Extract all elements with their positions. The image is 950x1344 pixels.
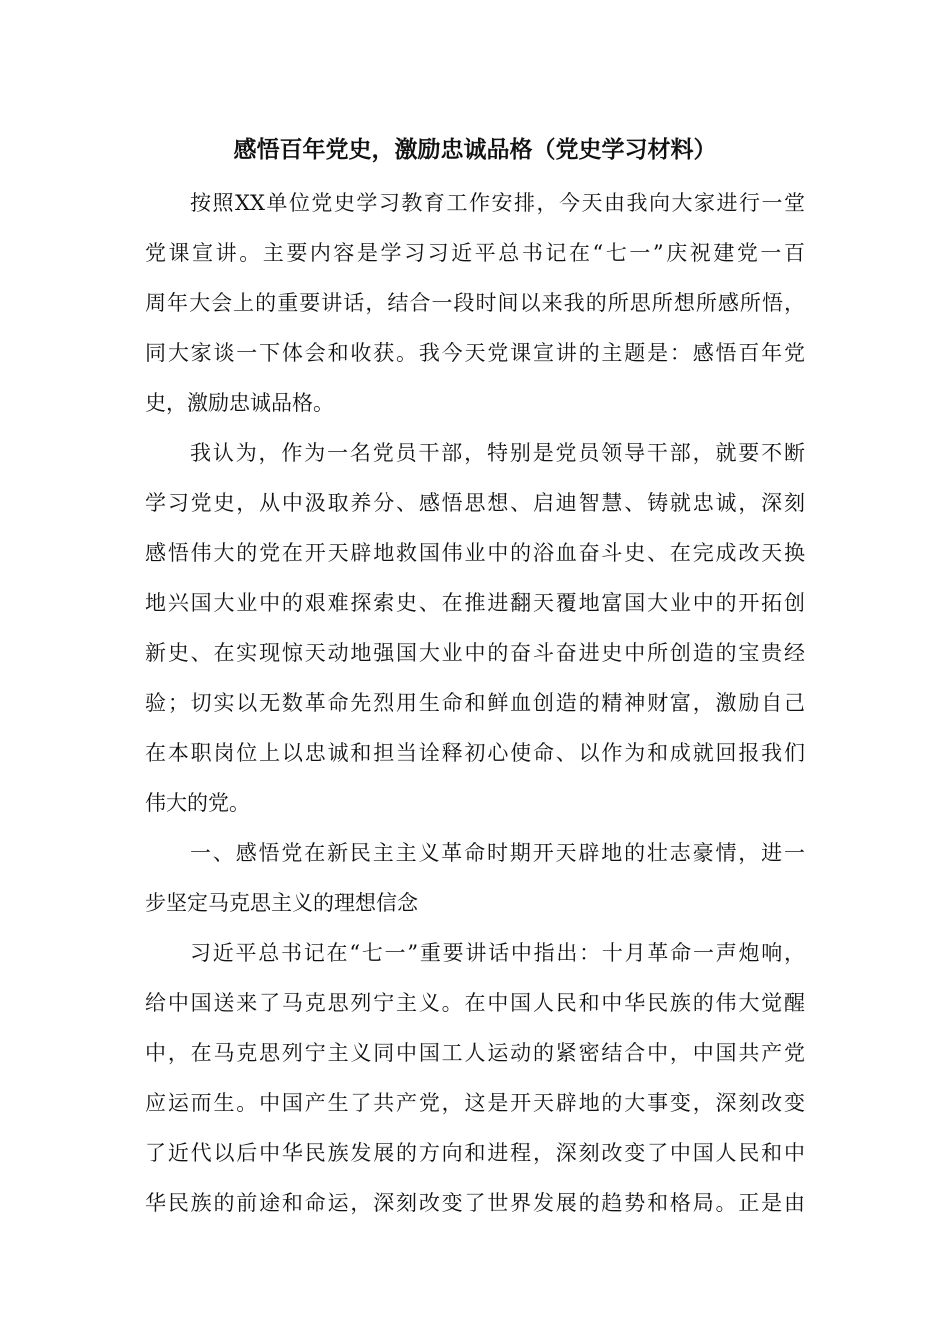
text-line: 按照XX单位党史学习教育工作安排，今天由我向大家进行一堂	[190, 191, 805, 215]
text-line: 周年大会上的重要讲话，结合一段时间以来我的所思所想所感所悟，	[145, 291, 805, 315]
text-line: 华民族的前途和命运，深刻改变了世界发展的趋势和格局。正是由	[145, 1191, 805, 1215]
text-line: 在本职岗位上以忠诚和担当诠释初心使命、以作为和成就回报我们	[145, 741, 805, 765]
text-line: 习近平总书记在“七一”重要讲话中指出：十月革命一声炮响，	[190, 941, 805, 965]
text-line: 给中国送来了马克思列宁主义。在中国人民和中华民族的伟大觉醒	[145, 991, 805, 1015]
text-line: 应运而生。中国产生了共产党，这是开天辟地的大事变，深刻改变	[145, 1091, 805, 1115]
text-line: 史，激励忠诚品格。	[145, 391, 334, 415]
text-line: 步坚定马克思主义的理想信念	[145, 891, 418, 915]
text-line: 伟大的党。	[145, 791, 250, 815]
text-line: 新史、在实现惊天动地强国大业中的奋斗奋进史中所创造的宝贵经	[145, 641, 805, 665]
text-line: 学习党史，从中汲取养分、感悟思想、启迪智慧、铸就忠诚，深刻	[145, 491, 805, 515]
text-line: 感悟伟大的党在开天辟地救国伟业中的浴血奋斗史、在完成改天换	[145, 541, 805, 565]
document-title: 感悟百年党史，激励忠诚品格（党史学习材料）	[233, 136, 717, 163]
text-line: 同大家谈一下体会和收获。我今天党课宣讲的主题是：感悟百年党	[145, 341, 805, 365]
text-line: 验；切实以无数革命先烈用生命和鲜血创造的精神财富，激励自己	[145, 691, 805, 715]
text-line: 一、感悟党在新民主主义革命时期开天辟地的壮志豪情，进一	[190, 841, 805, 865]
text-line: 中，在马克思列宁主义同中国工人运动的紧密结合中，中国共产党	[145, 1041, 805, 1065]
text-line: 地兴国大业中的艰难探索史、在推进翻天覆地富国大业中的开拓创	[145, 591, 805, 615]
text-line: 我认为，作为一名党员干部，特别是党员领导干部，就要不断	[190, 441, 805, 465]
document-body	[145, 178, 805, 1228]
text-line: 了近代以后中华民族发展的方向和进程，深刻改变了中国人民和中	[145, 1141, 805, 1165]
text-line: 党课宣讲。主要内容是学习习近平总书记在“七一”庆祝建党一百	[145, 241, 805, 265]
